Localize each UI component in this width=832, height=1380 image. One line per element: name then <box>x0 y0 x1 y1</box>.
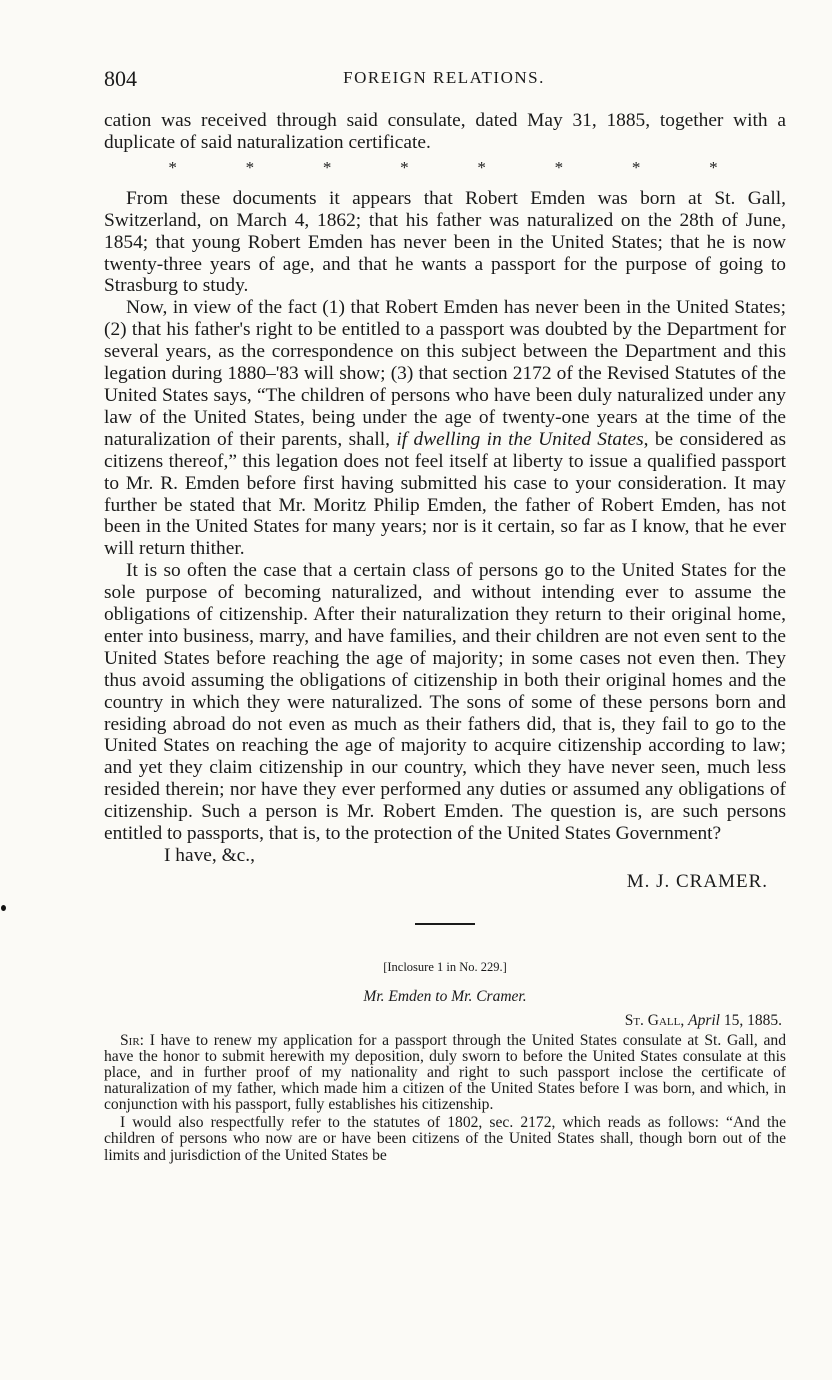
paragraph-text: I have to renew my application for a passport through the United States consulate at St. Gall, and have the honor to submit herewith my deposition, duly sworn to before the United States consulate at this place, and in further proof of my nationality and right to such passport inclose the certificate of naturalization of my father, which made him a citizen of the United States before I was born, and which, in conjunction with his passport, fully establishes his citizenship. <box>104 1031 786 1114</box>
inclosure-paragraph <box>104 1033 786 1113</box>
star: * <box>245 157 255 177</box>
paragraph-text: Now, in view of the fact (1) that Robert Emden has never been in the United States; (2) that his father's right to be entitled to a passport was doubted by the Department for several years, as the correspondence on this subject between the Department and this legation during 1880–'83 will show; (3) that section 2172 of the Revised Statutes of the United States says, “The children of persons who have been duly naturalized under any law of the United States, being under the age of twenty-one years at the time of the naturalization of their parents, shall, <box>104 297 786 450</box>
star: * <box>322 157 332 177</box>
closing: I have, &c., <box>164 845 255 866</box>
dateline-date: 15, 1885. <box>720 1011 782 1029</box>
paragraph-view-of-fact <box>104 297 786 560</box>
ellipsis-stars <box>104 158 786 178</box>
paragraph-documents: From these documents it appears that Robert Emden was born at St. Gall, Switzerland, on March 4, 1862; that his father was naturalized on the 28th of June, 1854; that young Robert Emden has never been in the United States; that he is now twenty-three years of age, and that he wants a passport for the purpose of going to Strasburg to study. <box>104 187 786 297</box>
star: * <box>554 157 564 177</box>
star: * <box>477 157 486 177</box>
star: * <box>631 157 641 177</box>
margin-mark <box>1 905 6 911</box>
running-head: FOREIGN RELATIONS. <box>343 68 545 87</box>
page-header <box>104 66 784 94</box>
salutation: Sir: <box>120 1031 145 1049</box>
star: * <box>168 157 177 177</box>
page-number: 804 <box>104 66 137 91</box>
paragraph-class-of-persons: It is so often the case that a certain class of persons go to the United States for the sole purpose of becoming naturalized, and without intending ever to assume the obligations of citizenship. After their naturalization they return to their original home, enter into business, marry, and have families, and their children are not even sent to the United States before reaching the age of majority; in some cases not even then. They thus avoid assuming the obligations of citizenship in both their original homes and the country in which they were naturalized. The sons of some of these persons born and residing abroad do not even as much as their fathers did, that is, they fail to go to the United States on reaching the age of majority to acquire citizenship according to law; and yet they claim citizenship in our country, which they have never seen, much less resided therein; nor have they ever performed any duties or assumed any obligations of citizenship. Such a person is Mr. Robert Emden. The question is, are such persons entitled to passports, that is, to the protection of the United States Government? <box>104 560 786 845</box>
inclosure-paragraph-statutes: I would also respectfully refer to the statutes of 1802, sec. 2172, which reads as follows: “And the children of persons who now are or have been citizens of the United States shall, though born out of the limits and jurisdiction of the United States be <box>104 1114 786 1164</box>
section-divider <box>415 923 475 925</box>
italic-phrase: if dwelling in the United States <box>396 428 644 450</box>
star: * <box>709 157 718 177</box>
star: * <box>400 157 409 177</box>
letter-body <box>104 110 786 1164</box>
signature: M. J. CRAMER. <box>626 870 768 892</box>
dateline-place: St. Gall, <box>624 1011 685 1029</box>
dateline <box>104 1011 782 1031</box>
inclosure-label: [Inclosure 1 in No. 229.] <box>383 959 507 974</box>
inclosure-title: Mr. Emden to Mr. Cramer. <box>363 987 527 1005</box>
continued-paragraph: cation was received through said consulate, dated May 31, 1885, together with a duplicate of said naturalization certificate. <box>104 110 786 153</box>
paragraph-text: , be considered as citizens thereof,” this legation does not feel itself at liberty to issue a qualified passport to Mr. R. Emden before first having submitted his case to your consideration. It may further be stated that Mr. Moritz Philip Emden, the father of Robert Emden, has not been in the United States for many years; nor is it certain, so far as I know, that he ever will return thither. <box>104 428 787 560</box>
dateline-month: April <box>688 1011 720 1029</box>
